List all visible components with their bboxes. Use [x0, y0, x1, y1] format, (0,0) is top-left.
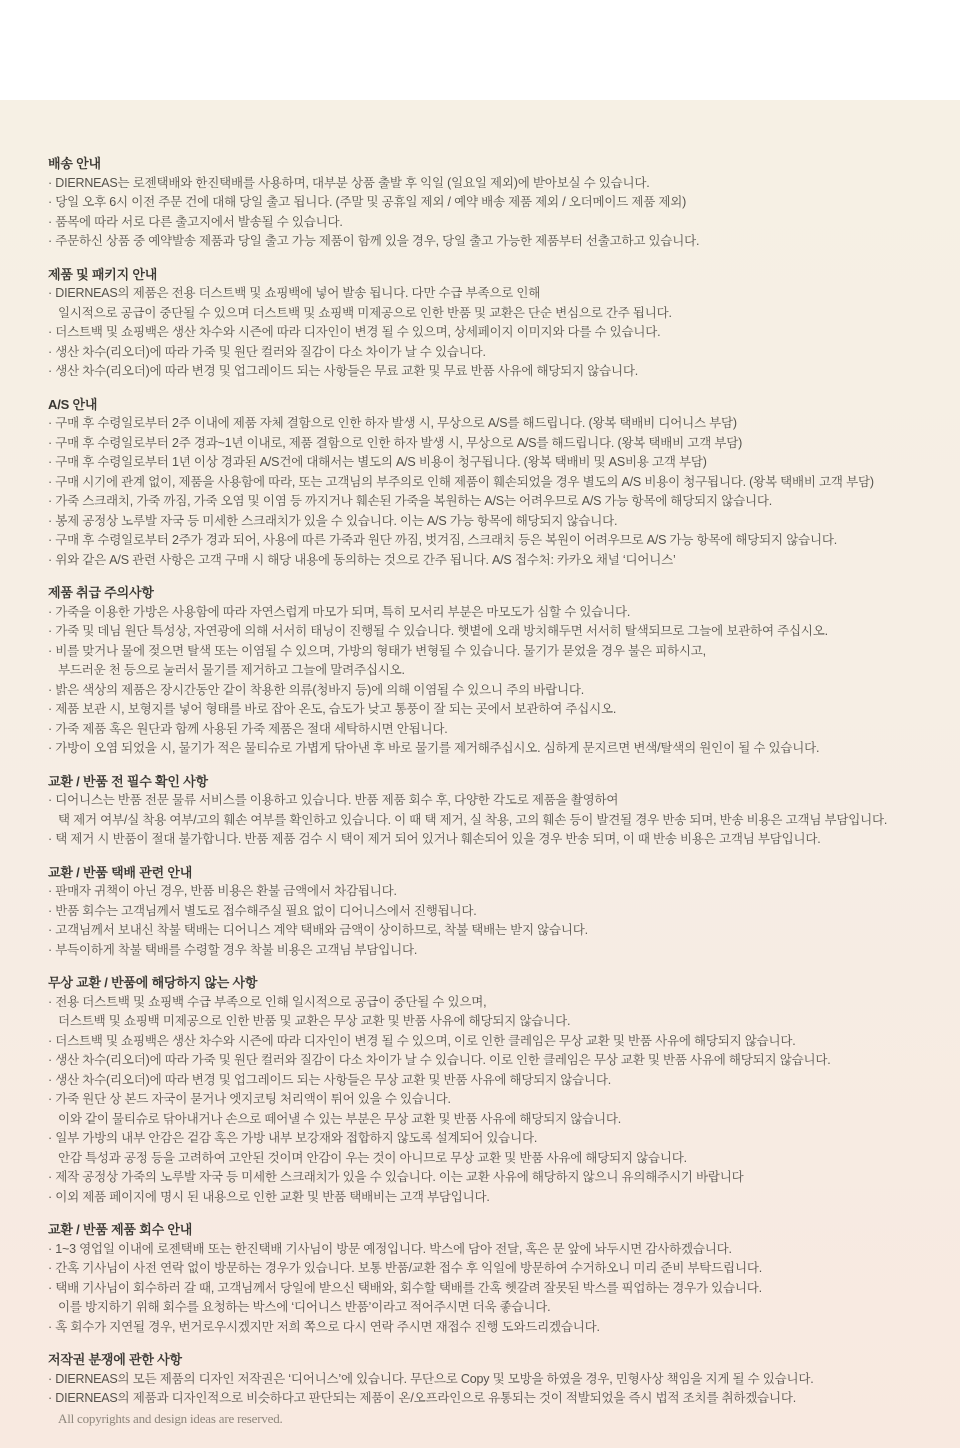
notice-line-text: 구매 후 수령일로부터 2주 이내에 제품 자체 결함으로 인한 하자 발생 시, 무상으로 A/S를 해드립니다. (왕복 택배비 디어니스 부담) [55, 416, 737, 430]
notice-line [48, 512, 932, 532]
notice-line [48, 1129, 932, 1149]
notice-line [48, 362, 932, 382]
section-heading: 제품 취급 주의사항 [48, 585, 154, 600]
section-heading: 배송 안내 [48, 156, 101, 171]
notice-section [48, 863, 932, 961]
notice-line [48, 681, 932, 701]
section-heading: 무상 교환 / 반품에 해당하지 않는 사항 [48, 975, 258, 990]
section-heading: 저작권 분쟁에 관한 사항 [48, 1352, 182, 1367]
bullet-marker: · [48, 1371, 56, 1386]
bullet-marker: · [48, 175, 56, 190]
bullet-marker: · [48, 994, 56, 1009]
notice-document [0, 100, 960, 1448]
notice-line [48, 1149, 932, 1169]
bullet-marker: · [48, 643, 56, 658]
notice-line-text: DIERNEAS는 로젠택배와 한진택배를 사용하며, 대부분 상품 출발 후 익일 (일요일 제외)에 받아보실 수 있습니다. [55, 175, 650, 190]
notice-line-text: 이를 방지하기 위해 회수를 요청하는 박스에 ‘디어니스 반품’이라고 적어주시면 더욱 좋습니다. [58, 1300, 551, 1314]
notice-section [48, 973, 932, 1207]
notice-line-text: 안감 특성과 공정 등을 고려하여 고안된 것이며 안감이 우는 것이 아니므로 무상 교환 및 반품 사유에 해당되지 않습니다. [58, 1150, 687, 1165]
section-heading: 교환 / 반품 전 필수 확인 사항 [48, 773, 208, 789]
notice-line-text: 비를 맞거나 물에 젖으면 탈색 또는 이염될 수 있으며, 가방의 형태가 변형될 수 있습니다. 물기가 묻었을 경우 불은 피하시고, [55, 643, 706, 658]
bullet-marker: · [48, 214, 56, 229]
bullet-marker: · [48, 1189, 56, 1204]
bullet-marker: · [48, 325, 56, 339]
notice-section [48, 1220, 932, 1337]
notice-line [48, 661, 932, 681]
notice-line [48, 902, 932, 922]
notice-line-text: 더스트백 및 쇼핑백은 생산 차수와 시즌에 따라 디자인이 변경 될 수 있으며, 이로 인한 클레임은 무상 교환 및 반품 사유에 해당되지 않습니다. [55, 1033, 796, 1048]
notice-section [48, 395, 932, 571]
notice-section [48, 265, 932, 382]
notice-line-text: 구매 후 수령일로부터 1년 이상 경과된 A/S건에 대해서는 별도의 A/S 비용이 청구됩니다. (왕복 택배비 및 AS비용 고객 부담) [55, 455, 707, 469]
notice-line-text: 가죽 스크래치, 가죽 까짐, 가죽 오염 및 이염 등 까지거나 훼손된 가죽을 복원하는 A/S는 어려우므로 A/S 가능 항목에 해당되지 않습니다. [55, 494, 772, 508]
notice-line-text: DIERNEAS의 제품과 디자인적으로 비슷하다고 판단되는 제품이 온/오프라인으로 유통되는 것이 적발되었을 즉시 법적 조치를 취하겠습니다. [55, 1391, 797, 1405]
notice-line-text: 구매 후 수령일로부터 2주 경과~1년 이내로, 제품 결함으로 인한 하자 발생 시, 무상으로 A/S를 해드립니다. (왕복 택배비 고객 부담) [55, 435, 743, 450]
bullet-marker: · [48, 793, 56, 807]
notice-line [48, 830, 932, 850]
top-margin [0, 0, 960, 100]
notice-line-text: 혹 회수가 지연될 경우, 번거로우시겠지만 저희 쪽으로 다시 연락 주시면 재접수 진행 도와드리겠습니다. [55, 1319, 600, 1334]
notice-line [48, 811, 932, 831]
notice-section [48, 772, 932, 850]
notice-line [48, 921, 932, 941]
notice-line-text: 가방이 오염 되었을 시, 물기가 적은 물티슈로 가볍게 닦아낸 후 바로 물기를 제거해주십시오. 심하게 문지르면 변색/탈색의 원인이 될 수 있습니다. [55, 741, 820, 755]
notice-line [48, 1168, 932, 1188]
notice-line-text: 일부 가방의 내부 안감은 겉감 혹은 가방 내부 보강재와 접합하지 않도록 설계되어 있습니다. [55, 1131, 538, 1145]
notice-line-text: 택배 기사님이 회수하러 갈 때, 고객님께서 당일에 받으신 택배와, 회수할 택배를 간혹 헷갈려 잘못된 박스를 픽업하는 경우가 있습니다. [55, 1280, 762, 1295]
section-heading: 교환 / 반품 제품 회수 안내 [48, 1222, 193, 1237]
notice-line-text: 가죽을 이용한 가방은 사용함에 따라 자연스럽게 마모가 되며, 특히 모서리 부분은 마모도가 심할 수 있습니다. [55, 604, 631, 619]
notice-line-text: 제작 공정상 가죽의 노루발 자국 등 미세한 스크래치가 있을 수 있습니다. 이는 교환 사유에 해당하지 않으니 유의해주시기 바랍니다 [55, 1170, 744, 1184]
notice-line [48, 551, 932, 571]
bullet-marker: · [48, 721, 56, 736]
bullet-marker: · [48, 344, 56, 359]
bullet-marker: · [48, 364, 56, 378]
notice-line-text: 당일 오후 6시 이전 주문 건에 대해 당일 출고 됩니다. (주말 및 공휴일 제외 / 예약 배송 제품 제외 / 오더메이드 제품 제외) [55, 195, 687, 209]
notice-line-text: 반품 회수는 고객님께서 별도로 접수해주실 필요 없이 디어니스에서 진행됩니다. [55, 903, 477, 918]
notice-line-text: 더스트백 및 쇼핑백은 생산 차수와 시즌에 따라 디자인이 변경 될 수 있으며, 상세페이지 이미지와 다를 수 있습니다. [55, 325, 661, 339]
notice-line [48, 473, 932, 493]
notice-line [48, 1259, 932, 1279]
notice-section [48, 154, 932, 252]
notice-line-text: 1~3 영업일 이내에 로젠택배 또는 한진택배 기사님이 방문 예정입니다. 박스에 담아 전달, 혹은 문 앞에 놔두시면 감사하겠습니다. [55, 1241, 732, 1256]
bullet-marker: · [48, 494, 56, 508]
notice-line-text: 택 제거 여부/실 착용 여부/고의 훼손 여부를 확인하고 있습니다. 이 때 택 제거, 실 착용, 고의 훼손 등이 발견될 경우 반송 되며, 반송 비용은 고객님 부담입니다. [58, 812, 888, 827]
notice-line [48, 343, 932, 363]
notice-line-text: 택 제거 시 반품이 절대 불가합니다. 반품 제품 검수 시 택이 제거 되어 있거나 훼손되어 있을 경우 반송 되며, 이 때 반송 비용은 고객님 부담입니다. [55, 832, 821, 846]
notice-line-text: 생산 차수(리오더)에 따라 가죽 및 원단 컬러와 질감이 다소 차이가 날 수 있습니다. [55, 344, 486, 359]
notice-line-text: 고객님께서 보내신 착불 택배는 디어니스 계약 택배와 금액이 상이하므로, 착불 택배는 받지 않습니다. [55, 923, 588, 937]
notice-line-text: 가죽 및 데님 원단 특성상, 자연광에 의해 서서히 태닝이 진행될 수 있습니다. 햇볕에 오래 방치해두면 서서히 탈색되므로 그늘에 보관하여 주십시오. [55, 624, 828, 638]
notice-line-text: 부드러운 천 등으로 눌러서 물기를 제거하고 그늘에 말려주십시오. [58, 663, 405, 677]
bullet-marker: · [48, 1280, 56, 1295]
notice-line [48, 739, 932, 759]
notice-line [48, 1012, 932, 1032]
notice-line-text: 밝은 색상의 제품은 장시간동안 같이 착용한 의류(청바지 등)에 의해 이염될 수 있으니 주의 바랍니다. [55, 682, 584, 697]
notice-section [48, 1350, 932, 1428]
notice-line-text: All copyrights and design ideas are reserved. [58, 1410, 283, 1426]
bullet-marker: · [48, 942, 56, 957]
notice-line [48, 304, 932, 324]
notice-line [48, 232, 932, 252]
notice-line [48, 791, 932, 811]
bullet-marker: · [48, 923, 56, 937]
notice-line-text: 제품 보관 시, 보형지를 넣어 형태를 바로 잡아 온도, 습도가 낮고 통풍이 잘 되는 곳에서 보관하여 주십시오. [55, 702, 617, 716]
notice-line-text: 주문하신 상품 중 예약발송 제품과 당일 출고 가능 제품이 함께 있을 경우, 당일 출고 가능한 제품부터 선출고하고 있습니다. [55, 234, 700, 248]
notice-line-text: 위와 같은 A/S 관련 사항은 고객 구매 시 해당 내용에 동의하는 것으로 간주 됩니다. A/S 접수처: 카카오 채널 ‘디어니스’ [55, 552, 676, 567]
notice-line-text: 품목에 따라 서로 다른 출고지에서 발송될 수 있습니다. [55, 214, 343, 229]
notice-line-text: 이외 제품 페이지에 명시 된 내용으로 인한 교환 및 반품 택배비는 고객 부담입니다. [55, 1189, 490, 1204]
notice-line [48, 1032, 932, 1052]
bullet-marker: · [48, 832, 56, 846]
bullet-marker: · [48, 702, 56, 716]
notice-line-text: 구매 후 수령일로부터 2주가 경과 되어, 사용에 따른 가죽과 원단 까짐, 벗겨짐, 스크래치 등은 복원이 어려우므로 A/S 가능 항목에 해당되지 않습니다. [55, 533, 837, 547]
notice-line [48, 720, 932, 740]
bullet-marker: · [48, 604, 56, 619]
notice-line-text: DIERNEAS의 모든 제품의 디자인 저작권은 ‘디어니스’에 있습니다. 무단으로 Copy 및 모방을 하였을 경우, 민형사상 책임을 지게 될 수 있습니다. [55, 1371, 814, 1386]
notice-line [48, 1389, 932, 1409]
bullet-marker: · [48, 1391, 56, 1405]
section-heading: A/S 안내 [48, 396, 98, 412]
notice-line-text: 봉제 공정상 노루발 자국 등 미세한 스크래치가 있을 수 있습니다. 이는 A/S 가능 항목에 해당되지 않습니다. [55, 513, 618, 528]
bullet-marker: · [48, 1053, 56, 1067]
notice-line [48, 603, 932, 623]
notice-line-text: 가죽 원단 상 본드 자국이 묻거나 엣지코팅 처리액이 튀어 있을 수 있습니다. [55, 1092, 451, 1106]
notice-line [48, 1279, 932, 1299]
bullet-marker: · [48, 416, 56, 430]
notice-line [48, 1090, 932, 1110]
bullet-marker: · [48, 1072, 56, 1087]
notice-line-text: 생산 차수(리오더)에 따라 가죽 및 원단 컬러와 질감이 다소 차이가 날 수 있습니다. 이로 인한 클레임은 무상 교환 및 반품 사유에 해당되지 않습니다. [55, 1053, 831, 1067]
notice-line [48, 1318, 932, 1338]
bullet-marker: · [48, 1131, 56, 1145]
notice-section [48, 583, 932, 759]
notice-line [48, 1110, 932, 1130]
notice-line [48, 993, 932, 1013]
notice-line [48, 941, 932, 961]
notice-line-text: 생산 차수(리오더)에 따라 변경 및 업그레이드 되는 사항들은 무상 교환 및 반품 사유에 해당되지 않습니다. [55, 1072, 612, 1087]
bullet-marker: · [48, 624, 56, 638]
notice-line [48, 882, 932, 902]
notice-line [48, 1071, 932, 1091]
bullet-marker: · [48, 1241, 56, 1256]
notice-line [48, 1370, 932, 1390]
notice-line [48, 414, 932, 434]
notice-line [48, 1051, 932, 1071]
notice-line-text: 더스트백 및 쇼핑백 미제공으로 인한 반품 및 교환은 무상 교환 및 반품 사유에 해당되지 않습니다. [58, 1014, 571, 1028]
notice-line-text: 판매자 귀책이 아닌 경우, 반품 비용은 환불 금액에서 차감됩니다. [55, 884, 397, 898]
bullet-marker: · [48, 1033, 56, 1048]
notice-line [48, 1240, 932, 1260]
notice-line [48, 1298, 932, 1318]
notice-line-text: 디어니스는 반품 전문 물류 서비스를 이용하고 있습니다. 반품 제품 회수 후, 다양한 각도로 제품을 촬영하여 [55, 793, 619, 807]
notice-line-text: DIERNEAS의 제품은 전용 더스트백 및 쇼핑백에 넣어 발송 됩니다. 다만 수급 부족으로 인해 [55, 286, 541, 300]
notice-line [48, 531, 932, 551]
notice-line [48, 174, 932, 194]
notice-line [48, 323, 932, 343]
notice-line [48, 453, 932, 473]
notice-sections [48, 154, 932, 1428]
bullet-marker: · [48, 474, 56, 489]
notice-line-text: 이와 같이 물티슈로 닦아내거나 손으로 떼어낼 수 있는 부분은 무상 교환 및 반품 사유에 해당되지 않습니다. [58, 1111, 621, 1126]
bullet-marker: · [48, 903, 56, 918]
notice-line [48, 284, 932, 304]
notice-line-text: 구매 시기에 관계 없이, 제품을 사용함에 따라, 또는 고객님의 부주의로 인해 제품이 훼손되었을 경우 별도의 A/S 비용이 청구됩니다. (왕복 택배비 고객 부담) [55, 474, 874, 489]
bullet-marker: · [48, 455, 56, 469]
bullet-marker: · [48, 1092, 56, 1106]
bullet-marker: · [48, 533, 56, 547]
bullet-marker: · [48, 1261, 56, 1275]
section-heading: 제품 및 패키지 안내 [48, 266, 158, 282]
bullet-marker: · [48, 435, 56, 450]
notice-line-text: 일시적으로 공급이 중단될 수 있으며 더스트백 및 쇼핑백 미제공으로 인한 반품 및 교환은 단순 변심으로 간주 됩니다. [58, 305, 672, 320]
notice-line-text: 전용 더스트백 및 쇼핑백 수급 부족으로 인해 일시적으로 공급이 중단될 수 있으며, [55, 994, 487, 1009]
notice-line [48, 213, 932, 233]
notice-line-text: 생산 차수(리오더)에 따라 변경 및 업그레이드 되는 사항들은 무료 교환 및 무료 반품 사유에 해당되지 않습니다. [55, 364, 639, 378]
bullet-marker: · [48, 884, 56, 898]
notice-line-text: 간혹 기사님이 사전 연락 없이 방문하는 경우가 있습니다. 보통 반품/교환 접수 후 익일에 방문하여 수거하오니 미리 준비 부탁드립니다. [55, 1261, 762, 1275]
notice-line-text: 부득이하게 착불 택배를 수령할 경우 착불 비용은 고객님 부담입니다. [55, 942, 418, 957]
bullet-marker: · [48, 513, 56, 528]
notice-line-text: 가죽 제품 혹은 원단과 함께 사용된 가죽 제품은 절대 세탁하시면 안됩니다. [55, 721, 448, 736]
section-heading: 교환 / 반품 택배 관련 안내 [48, 864, 193, 880]
notice-line [48, 193, 932, 213]
bullet-marker: · [48, 1170, 56, 1184]
bullet-marker: · [48, 682, 56, 697]
notice-line [48, 1188, 932, 1208]
bullet-marker: · [48, 234, 56, 248]
bullet-marker: · [48, 286, 56, 300]
notice-line [48, 642, 932, 662]
notice-line [48, 492, 932, 512]
notice-line [48, 434, 932, 454]
bullet-marker: · [48, 1319, 56, 1334]
bullet-marker: · [48, 195, 56, 209]
notice-line [48, 1409, 932, 1429]
notice-line [48, 622, 932, 642]
notice-line [48, 700, 932, 720]
bullet-marker: · [48, 552, 56, 567]
bullet-marker: · [48, 741, 56, 755]
